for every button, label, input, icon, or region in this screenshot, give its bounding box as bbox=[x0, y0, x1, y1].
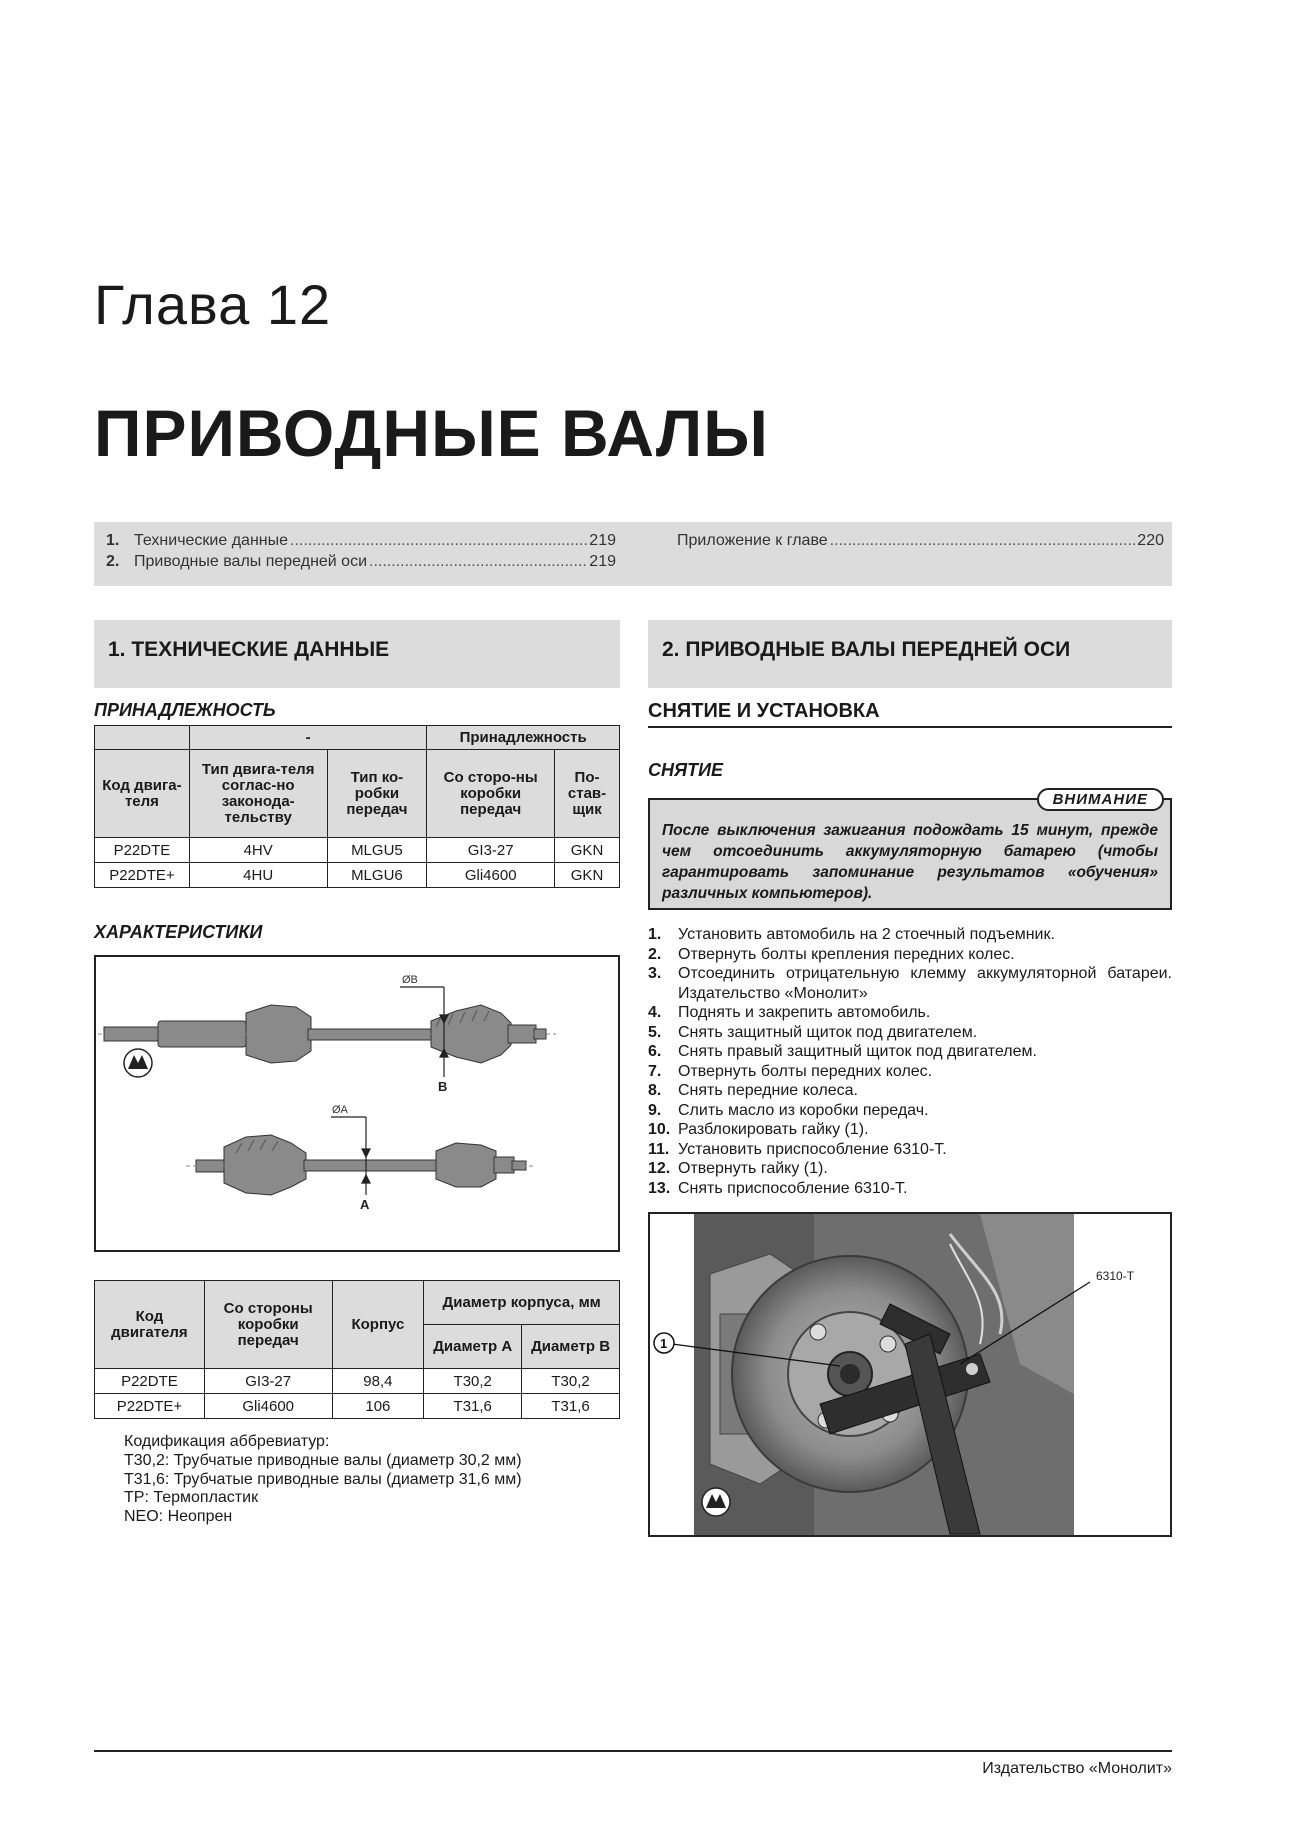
table-group-header: - bbox=[189, 726, 426, 750]
table-header: Со стороны коробки передач bbox=[204, 1281, 332, 1369]
table-group-header: Диаметр корпуса, мм bbox=[424, 1281, 620, 1325]
warning-text: После выключения зажигания подождать 15 минут, прежде чем отсоединить аккумуляторную батарею (чтобы гарантировать запоминание результатов «обучения» различных компьютеров). bbox=[662, 822, 1158, 902]
toc-text: Технические данные bbox=[134, 532, 289, 549]
table-cell: 4HV bbox=[189, 838, 327, 863]
step-text: Отвернуть болты крепления передних колес. bbox=[678, 945, 1015, 963]
table-header-spacer bbox=[95, 726, 190, 750]
step-text: Снять правый защитный щиток под двигателем. bbox=[678, 1043, 1037, 1060]
list-item bbox=[648, 1179, 1172, 1199]
step-number: 5. bbox=[648, 1023, 662, 1041]
table-cell: T31,6 bbox=[522, 1394, 620, 1419]
table-row bbox=[95, 863, 620, 888]
table-row bbox=[95, 838, 620, 863]
toc-leader bbox=[830, 532, 1136, 550]
step-number: 4. bbox=[648, 1004, 662, 1021]
toc-page: 220 bbox=[1137, 532, 1164, 549]
diameter-table bbox=[94, 1280, 620, 1419]
table-cell: Gli4600 bbox=[427, 863, 555, 888]
list-item bbox=[648, 945, 1172, 965]
step-number: 2. bbox=[648, 945, 662, 963]
warning-tag: ВНИМАНИЕ bbox=[1037, 788, 1164, 811]
toc-entry[interactable] bbox=[106, 532, 616, 553]
table-header: Диаметр А bbox=[424, 1325, 522, 1369]
toc-leader bbox=[369, 553, 587, 571]
step-number: 8. bbox=[648, 1082, 662, 1099]
abbreviation-notes bbox=[124, 1433, 522, 1527]
table-header: Тип ко-робки передач bbox=[327, 750, 427, 838]
list-item bbox=[648, 1062, 1172, 1082]
table-cell: GKN bbox=[555, 863, 620, 888]
list-item bbox=[648, 1140, 1172, 1160]
step-text: Отсоединить отрицательную клемму аккумуляторной батареи. Издательство «Монолит» bbox=[678, 965, 1172, 1002]
hub-tool-photo bbox=[648, 1212, 1172, 1537]
toc-entry[interactable] bbox=[677, 532, 1164, 553]
table-cell: Gli4600 bbox=[204, 1394, 332, 1419]
list-item bbox=[648, 925, 1172, 945]
table-header: Со сторо-ны коробки передач bbox=[427, 750, 555, 838]
section-heading-2: 2. ПРИВОДНЫЕ ВАЛЫ ПЕРЕДНЕЙ ОСИ bbox=[648, 620, 1172, 688]
toc-page: 219 bbox=[589, 532, 616, 549]
step-number: 11. bbox=[648, 1140, 670, 1158]
mark-b-label: B bbox=[438, 1079, 448, 1094]
section-heading-1: 1. ТЕХНИЧЕСКИЕ ДАННЫЕ bbox=[94, 620, 620, 688]
step-text: Отвернуть гайку (1). bbox=[678, 1160, 828, 1177]
step-number: 7. bbox=[648, 1062, 662, 1080]
warning-box bbox=[648, 791, 1172, 910]
toc-num: 1. bbox=[106, 532, 120, 549]
step-text: Разблокировать гайку (1). bbox=[678, 1121, 869, 1138]
table-row bbox=[95, 1394, 620, 1419]
characteristics-heading: ХАРАКТЕРИСТИКИ bbox=[94, 922, 263, 942]
toc-text: Приводные валы передней оси bbox=[134, 553, 368, 570]
step-text: Отвернуть болты передних колес. bbox=[678, 1062, 933, 1080]
step-text: Слить масло из коробки передач. bbox=[678, 1101, 929, 1119]
step-number: 10. bbox=[648, 1121, 671, 1138]
toc-leader bbox=[290, 532, 587, 550]
tool-label: 6310-T bbox=[1096, 1269, 1135, 1283]
list-item bbox=[648, 1120, 1172, 1140]
list-item bbox=[648, 1003, 1172, 1023]
step-number: 1. bbox=[648, 926, 662, 943]
table-cell: P22DTE+ bbox=[95, 863, 190, 888]
step-text: Поднять и закрепить автомобиль. bbox=[678, 1004, 931, 1021]
table-header: По-став-щик bbox=[555, 750, 620, 838]
step-text: Снять передние колеса. bbox=[678, 1082, 858, 1099]
table-cell: GKN bbox=[555, 838, 620, 863]
removal-steps bbox=[648, 925, 1172, 1198]
table-cell: P22DTE+ bbox=[95, 1394, 205, 1419]
note-line: T30,2: Трубчатые приводные валы (диаметр 30,2 мм) bbox=[124, 1451, 522, 1469]
step-number: 13. bbox=[648, 1179, 671, 1197]
table-header: Код двига-теля bbox=[95, 750, 190, 838]
mark-a-label: A bbox=[360, 1197, 370, 1212]
heading-divider bbox=[648, 726, 1172, 728]
table-cell: GI3-27 bbox=[204, 1369, 332, 1394]
belonging-heading: ПРИНАДЛЕЖНОСТЬ bbox=[94, 700, 276, 720]
table-cell: 106 bbox=[332, 1394, 424, 1419]
chapter-label: Глава 12 bbox=[94, 273, 332, 336]
note-line: TP: Термопластик bbox=[124, 1489, 259, 1507]
diameter-a-marker bbox=[331, 1117, 370, 1195]
toc-left-column bbox=[106, 532, 616, 574]
publisher-logo bbox=[124, 1049, 152, 1077]
publisher-logo bbox=[702, 1488, 730, 1516]
table-header: Диаметр В bbox=[522, 1325, 620, 1369]
list-item bbox=[648, 1042, 1172, 1062]
step-number: 6. bbox=[648, 1043, 662, 1060]
table-of-contents bbox=[94, 522, 1172, 586]
list-item bbox=[648, 1081, 1172, 1101]
note-line: T31,6: Трубчатые приводные валы (диаметр 31,6 мм) bbox=[124, 1470, 522, 1488]
step-number: 9. bbox=[648, 1101, 662, 1119]
step-text: Снять приспособление 6310-Т. bbox=[678, 1179, 908, 1197]
step-text: Установить автомобиль на 2 стоечный подъемник. bbox=[678, 926, 1055, 943]
toc-page: 219 bbox=[589, 553, 616, 570]
table-cell: P22DTE bbox=[95, 1369, 205, 1394]
table-cell: P22DTE bbox=[95, 838, 190, 863]
toc-text: Приложение к главе bbox=[677, 532, 828, 549]
step-text: Снять защитный щиток под двигателем. bbox=[678, 1023, 978, 1041]
table-cell: 4HU bbox=[189, 863, 327, 888]
table-header: Код двигателя bbox=[95, 1281, 205, 1369]
toc-entry[interactable] bbox=[106, 553, 616, 574]
chapter-title: ПРИВОДНЫЕ ВАЛЫ bbox=[94, 396, 769, 470]
table-cell: T31,6 bbox=[424, 1394, 522, 1419]
note-line: Кодификация аббревиатур: bbox=[124, 1433, 330, 1450]
hub-tool-drawing bbox=[650, 1214, 1170, 1535]
belonging-table bbox=[94, 725, 620, 888]
list-item bbox=[648, 1159, 1172, 1179]
table-header: Корпус bbox=[332, 1281, 424, 1369]
footer-publisher: Издательство «Монолит» bbox=[982, 1760, 1172, 1777]
list-item bbox=[648, 964, 1172, 1003]
removal-install-heading: СНЯТИЕ И УСТАНОВКА bbox=[648, 700, 880, 722]
diameter-b-label: ØB bbox=[402, 974, 418, 986]
table-row bbox=[95, 1369, 620, 1394]
note-line: NEO: Неопрен bbox=[124, 1508, 233, 1526]
table-cell: T30,2 bbox=[522, 1369, 620, 1394]
toc-right-column bbox=[677, 532, 1164, 553]
list-item bbox=[648, 1023, 1172, 1043]
table-cell: MLGU6 bbox=[327, 863, 427, 888]
table-cell: MLGU5 bbox=[327, 838, 427, 863]
footer-divider bbox=[94, 1750, 1172, 1752]
diameter-a-label: ØA bbox=[332, 1104, 348, 1116]
drive-shaft-drawing bbox=[96, 957, 618, 1250]
table-group-header: Принадлежность bbox=[427, 726, 620, 750]
step-text: Установить приспособление 6310-Т. bbox=[678, 1140, 947, 1158]
table-cell: GI3-27 bbox=[427, 838, 555, 863]
drive-shaft-figure bbox=[94, 955, 620, 1252]
lower-drive-shaft bbox=[196, 1135, 526, 1195]
table-cell: 98,4 bbox=[332, 1369, 424, 1394]
list-item bbox=[648, 1101, 1172, 1121]
table-header: Тип двига-теля соглас-но законода-тельству bbox=[189, 750, 327, 838]
callout-number: 1 bbox=[660, 1336, 668, 1351]
toc-num: 2. bbox=[106, 553, 120, 570]
table-cell: T30,2 bbox=[424, 1369, 522, 1394]
removal-heading: СНЯТИЕ bbox=[648, 760, 724, 780]
step-number: 3. bbox=[648, 965, 662, 982]
step-number: 12. bbox=[648, 1160, 671, 1177]
